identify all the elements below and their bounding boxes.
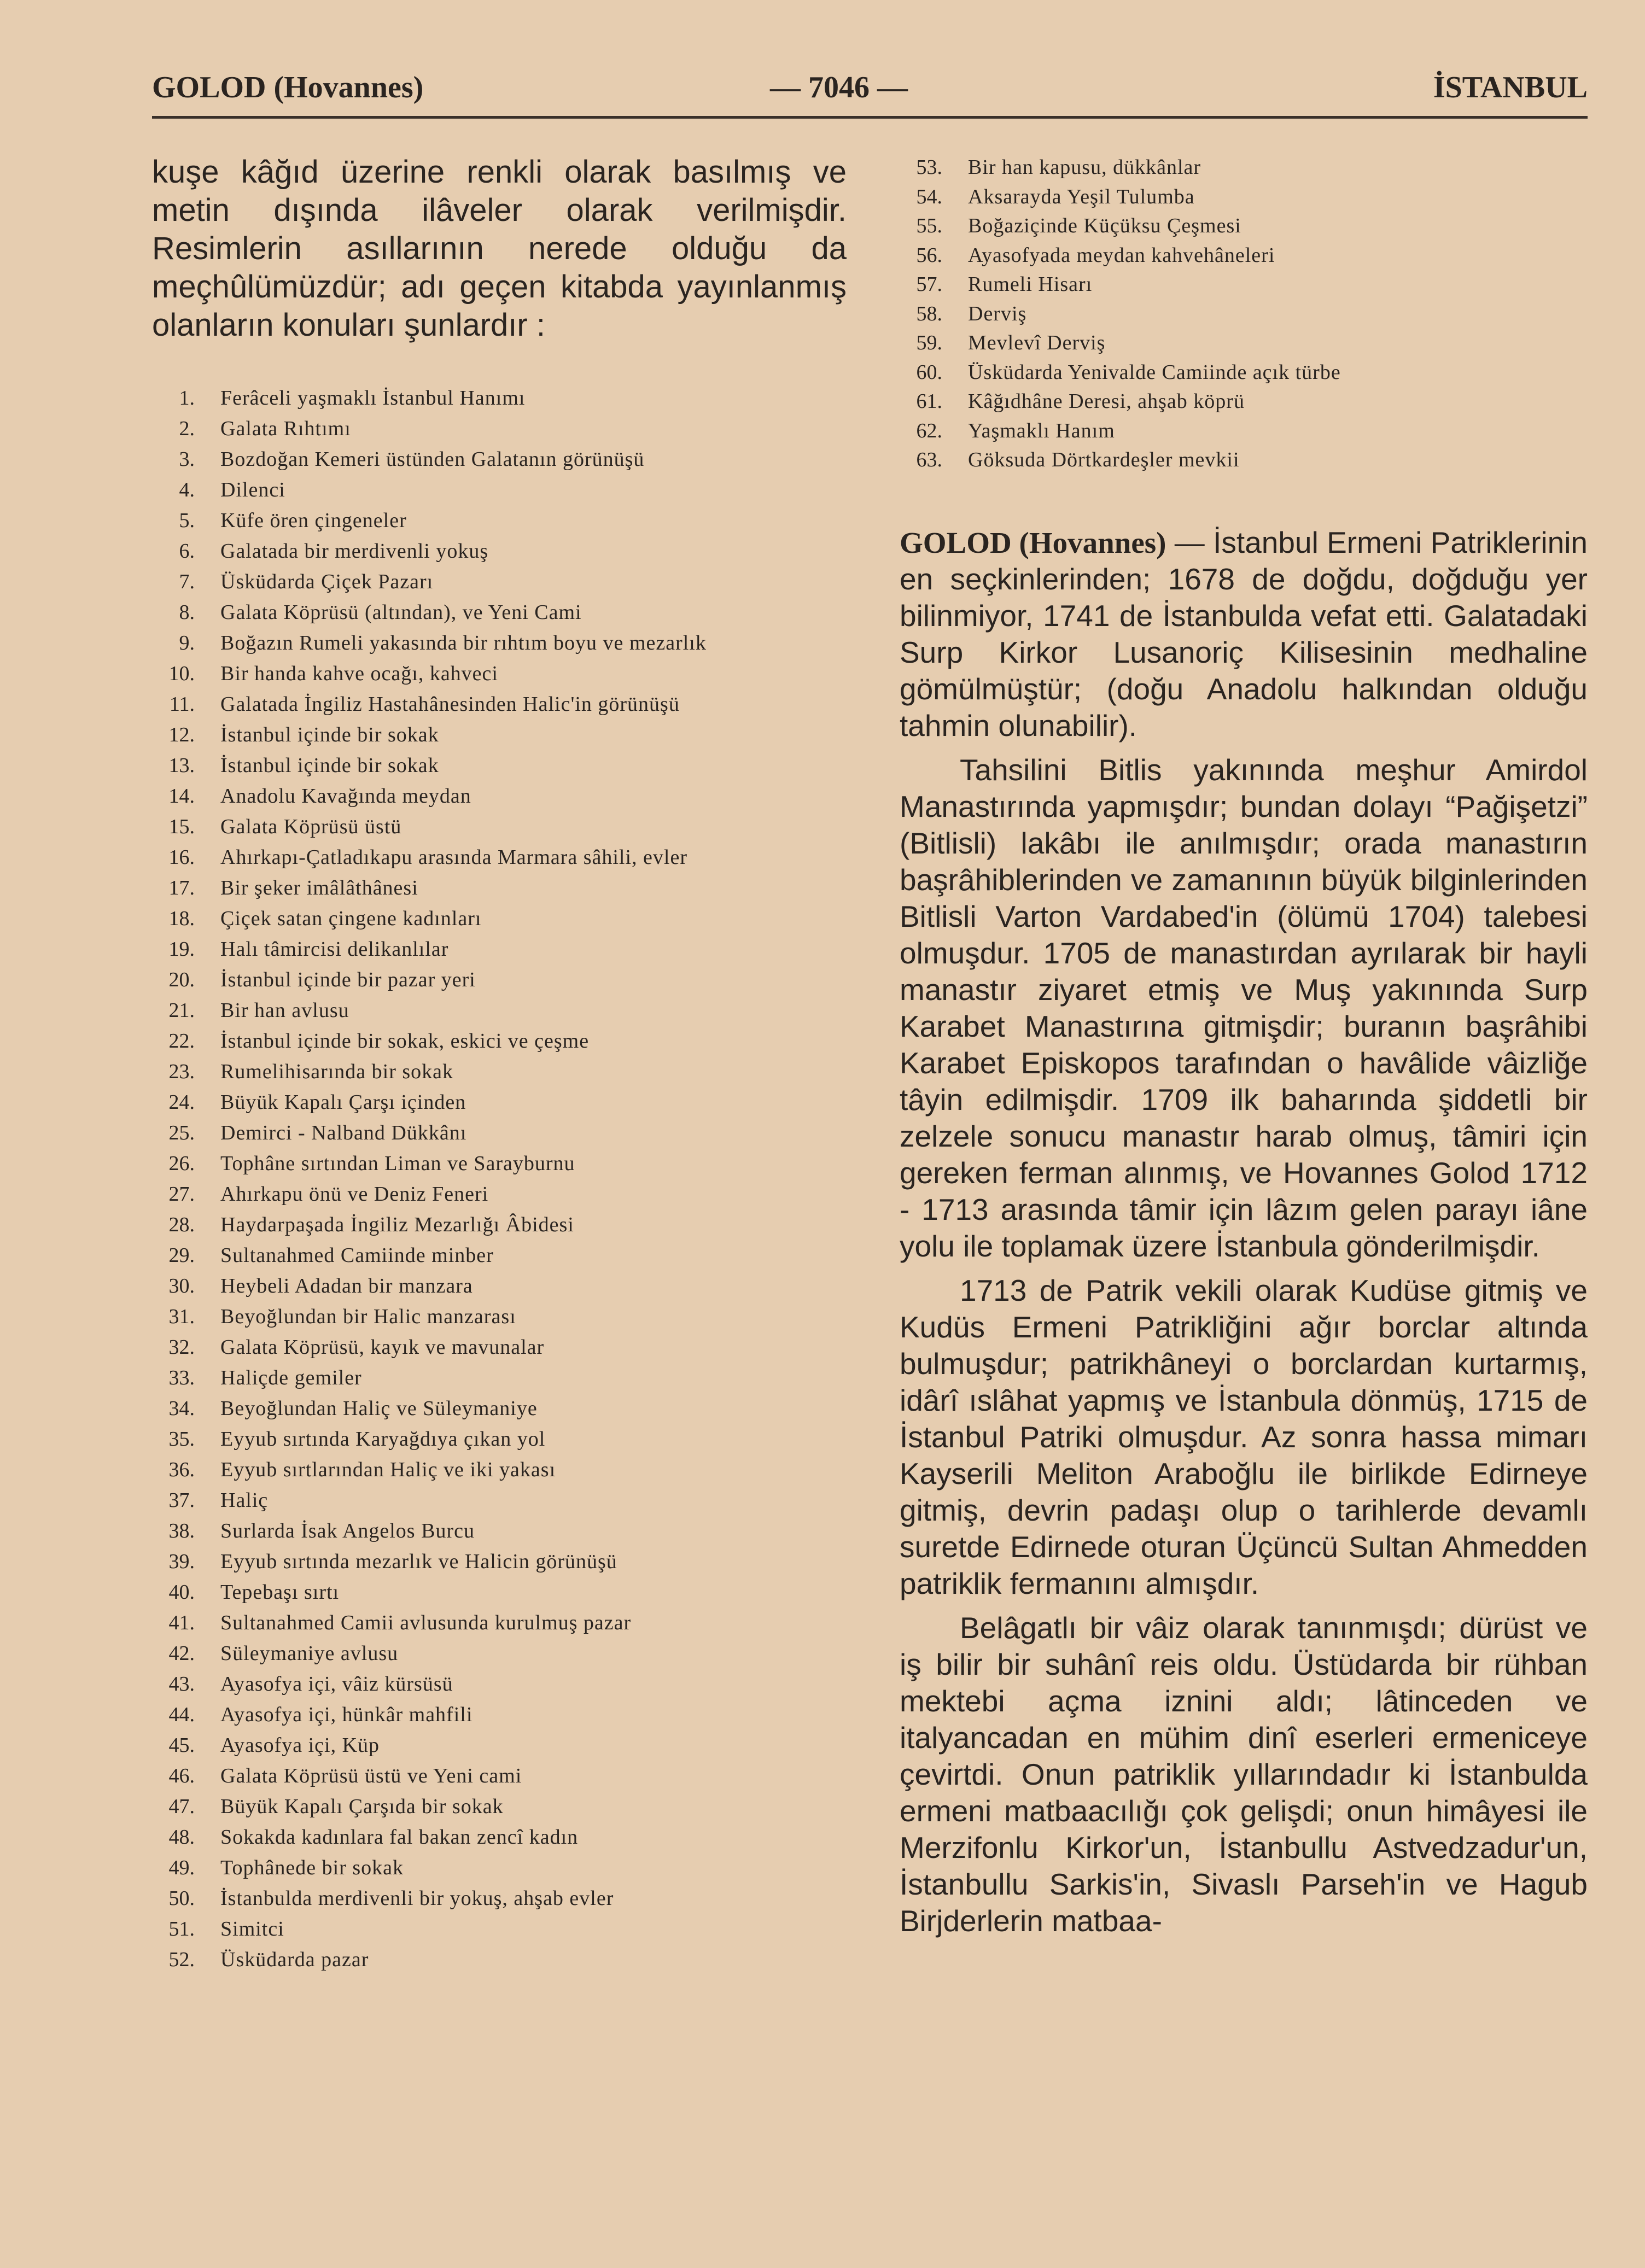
running-header [152, 70, 1588, 114]
list-item-text: Bir han kapusu, dükkânlar [968, 156, 1201, 179]
list-item [152, 1669, 847, 1699]
list-item-text: Süleymaniye avlusu [220, 1642, 399, 1665]
list-item-text: Kâğıdhâne Deresi, ahşab köprü [968, 390, 1245, 413]
list-item [900, 300, 1588, 329]
list-item-number: 38. [168, 1519, 195, 1542]
biography-entry [900, 524, 1588, 1939]
list-item-number: 52. [168, 1948, 195, 1971]
list-item [152, 1118, 847, 1148]
list-item-text: Boğaziçinde Küçüksu Çeşmesi [968, 214, 1241, 237]
list-item-number: 25. [168, 1121, 195, 1144]
list-item [152, 1761, 847, 1791]
list-item [152, 1393, 847, 1424]
list-item-text: Ayasofya içi, vâiz kürsüsü [220, 1673, 453, 1696]
list-item-number: 57. [916, 273, 942, 296]
bio-paragraph-3: 1713 de Patrik vekili olarak Kudüse gitmiş ve Kudüs Ermeni Patrikliğini ağır borclar altında bulmuşdur; patrikhâneyi o borclardan kurtarmış, idârî ıslâhat yapmış ve İstanbula dönmüş, 1715 de İstanbul Patriki olmuşdur. Az sonra hassa mimarı Kayserili Meliton Araboğlu ile birlikde Edirneye gitmiş, devrin padaşı olup o tarihlerde devamlı suretde Edirnede oturan Üçüncü Sultan Ahmedden patriklik fermanını almışdır. [900, 1273, 1588, 1600]
list-item-text: Haliç [220, 1489, 269, 1512]
list-item [152, 536, 847, 566]
list-item [900, 212, 1588, 241]
list-item-number: 35. [168, 1428, 195, 1451]
list-item-text: Derviş [968, 302, 1027, 325]
list-item [152, 1148, 847, 1179]
list-item-text: İstanbulda merdivenli bir yokuş, ahşab evler [220, 1887, 614, 1910]
list-item-number: 54. [916, 185, 942, 208]
list-item-text: Bir han avlusu [220, 999, 349, 1022]
list-item [152, 1271, 847, 1301]
intro-paragraph: kuşe kâğıd üzerine renkli olarak basılmış ve metin dışında ilâveler olarak verilmişdir. Resimlerin asıllarının nerede olduğu da meçhûlümüzdür; adı geçen kitabda yayınlanmış olanların konuları şunlardır : [152, 154, 847, 343]
list-item-text: Rumelihisarında bir sokak [220, 1060, 454, 1083]
list-item [152, 597, 847, 628]
page-number: — 7046 — [770, 71, 908, 104]
list-item-number: 19. [168, 938, 195, 961]
list-item [900, 446, 1588, 475]
list-item-text: Galata Köprüsü, kayık ve mavunalar [220, 1336, 545, 1359]
right-column [900, 153, 1588, 1939]
list-item-text: İstanbul içinde bir pazar yeri [220, 968, 476, 991]
list-item [152, 1730, 847, 1761]
list-item-text: Tophânede bir sokak [220, 1856, 404, 1879]
list-item-text: Boğazın Rumeli yakasında bir rıhtım boyu ve mezarlık [220, 632, 707, 654]
list-item-number: 28. [168, 1213, 195, 1236]
list-item-text: İstanbul içinde bir sokak, eskici ve çeşme [220, 1030, 590, 1053]
list-item [152, 842, 847, 873]
list-item [900, 153, 1588, 183]
list-item-number: 26. [168, 1152, 195, 1175]
list-item [900, 241, 1588, 271]
list-item-text: Galata Köprüsü üstü ve Yeni cami [220, 1764, 522, 1787]
list-item-text: Üsküdarda pazar [220, 1948, 369, 1971]
list-item-number: 45. [168, 1734, 195, 1757]
list-item-text: Halı tâmircisi delikanlılar [220, 938, 449, 961]
list-item [152, 873, 847, 903]
list-item [152, 413, 847, 444]
list-item-text: İstanbul içinde bir sokak [220, 723, 439, 746]
list-item-number: 24. [168, 1091, 195, 1114]
list-item-text: Galatada İngiliz Hastahânesinden Halic'in görünüşü [220, 693, 680, 716]
list-item [152, 383, 847, 413]
list-item-text: Galatada bir merdivenli yokuş [220, 540, 489, 563]
list-item-number: 53. [916, 156, 942, 179]
list-item [152, 995, 847, 1026]
list-item-number: 40. [168, 1581, 195, 1604]
list-item-text: Ahırkapı-Çatladıkapu arasında Marmara sâhili, evler [220, 846, 687, 869]
bio-text-1: — İstanbul Ermeni Patriklerinin en seçkinlerinden; 1678 de doğdu, doğduğu yer bilinmiyor, 1741 de İstanbulda vefat etti. Galatadaki Surp Kirkor Lusanoriç Kilisesinin medhaline gömülmüştür; (doğu Anadolu halkından olduğu tahmin olunabilir). [900, 525, 1588, 743]
list-item [152, 903, 847, 934]
list-item-number: 37. [168, 1489, 195, 1512]
list-item-number: 5. [179, 509, 195, 532]
list-item-number: 27. [168, 1183, 195, 1206]
list-item-number: 12. [168, 723, 195, 746]
list-item-text: Tepebaşı sırtı [220, 1581, 340, 1604]
list-item [152, 1454, 847, 1485]
list-item [152, 1577, 847, 1608]
list-item-number: 56. [916, 243, 942, 267]
list-item-number: 63. [916, 448, 942, 471]
list-item-text: Ahırkapu önü ve Deniz Feneri [220, 1183, 489, 1206]
list-item-number: 7. [179, 570, 195, 593]
list-item-number: 48. [168, 1826, 195, 1849]
list-item-number: 50. [168, 1887, 195, 1910]
list-item [152, 781, 847, 811]
list-item [152, 965, 847, 995]
list-item [900, 417, 1588, 446]
header-left: GOLOD (Hovannes) [152, 71, 424, 104]
list-item [152, 1883, 847, 1914]
list-item-number: 62. [916, 419, 942, 442]
list-item [152, 444, 847, 475]
list-item-text: Eyyub sırtlarından Haliç ve iki yakası [220, 1458, 556, 1481]
list-item-text: Sokakda kadınlara fal bakan zencî kadın [220, 1826, 579, 1849]
list-item-text: Mevlevî Derviş [968, 331, 1106, 354]
list-item-number: 39. [168, 1550, 195, 1573]
list-item-text: Haydarpaşada İngiliz Mezarlığı Âbidesi [220, 1213, 574, 1236]
list-item [152, 1056, 847, 1087]
list-item-text: Üsküdarda Çiçek Pazarı [220, 570, 434, 593]
list-item-number: 55. [916, 214, 942, 237]
list-item-text: Üsküdarda Yenivalde Camiinde açık türbe [968, 360, 1341, 384]
list-item [152, 1424, 847, 1454]
list-item [900, 270, 1588, 300]
list-item-number: 32. [168, 1336, 195, 1359]
list-item [900, 329, 1588, 358]
list-item-number: 16. [168, 846, 195, 869]
list-item-number: 11. [169, 693, 195, 716]
list-item-number: 51. [168, 1918, 195, 1940]
bio-paragraph-1 [900, 524, 1588, 744]
list-item [900, 387, 1588, 417]
list-item [152, 1363, 847, 1393]
list-item-text: Beyoğlundan bir Halic manzarası [220, 1305, 516, 1328]
list-item-number: 42. [168, 1642, 195, 1665]
list-item-number: 13. [168, 754, 195, 777]
list-item [152, 1914, 847, 1944]
list-item-text: Ayasofyada meydan kahvehâneleri [968, 243, 1275, 267]
list-item [152, 1240, 847, 1271]
list-item-text: Bir şeker imâlâthânesi [220, 876, 418, 899]
list-item [152, 1822, 847, 1852]
entry-headword: GOLOD (Hovannes) [900, 525, 1166, 559]
list-item-text: Simitci [220, 1918, 284, 1940]
list-item [900, 358, 1588, 388]
list-item-number: 41. [168, 1611, 195, 1634]
list-item-text: Sultanahmed Camiinde minber [220, 1244, 494, 1267]
list-item [152, 566, 847, 597]
list-item [152, 628, 847, 658]
list-item-number: 9. [179, 632, 195, 654]
list-item-number: 4. [179, 478, 195, 501]
list-item-number: 18. [168, 907, 195, 930]
list-item-number: 2. [179, 417, 195, 440]
list-item-number: 29. [168, 1244, 195, 1267]
list-item-text: Dilenci [220, 478, 285, 501]
list-item [152, 1791, 847, 1822]
plate-list-right [900, 153, 1588, 475]
list-item-number: 17. [168, 876, 195, 899]
list-item [152, 1209, 847, 1240]
list-item-text: Göksuda Dörtkardeşler mevkii [968, 448, 1240, 471]
list-item-text: Büyük Kapalı Çarşı içinden [220, 1091, 466, 1114]
list-item [152, 1852, 847, 1883]
list-item-text: Ayasofya içi, hünkâr mahfili [220, 1703, 473, 1726]
list-item-number: 6. [179, 540, 195, 563]
list-item-text: Demirci - Nalband Dükkânı [220, 1121, 467, 1144]
list-item-text: Sultanahmed Camii avlusunda kurulmuş pazar [220, 1611, 632, 1634]
list-item [152, 505, 847, 536]
list-item-number: 59. [916, 331, 942, 354]
list-item-text: Büyük Kapalı Çarşıda bir sokak [220, 1795, 504, 1818]
list-item-text: Galata Köprüsü (altından), ve Yeni Cami [220, 601, 582, 624]
list-item-number: 49. [168, 1856, 195, 1879]
list-item [152, 1546, 847, 1577]
list-item-text: Bir handa kahve ocağı, kahveci [220, 662, 498, 685]
list-item-number: 15. [168, 815, 195, 838]
header-right: İSTANBUL [1433, 71, 1588, 104]
list-item-number: 10. [168, 662, 195, 685]
list-item-text: Eyyub sırtında mezarlık ve Halicin görünüşü [220, 1550, 617, 1573]
list-item [152, 750, 847, 781]
list-item-number: 3. [179, 448, 195, 471]
list-item-text: Haliçde gemiler [220, 1366, 362, 1389]
list-item-text: Tophâne sırtından Liman ve Sarayburnu [220, 1152, 575, 1175]
list-item-number: 46. [168, 1764, 195, 1787]
list-item-text: Heybeli Adadan bir manzara [220, 1275, 473, 1297]
list-item-number: 58. [916, 302, 942, 325]
list-item-text: Bozdoğan Kemeri üstünden Galatanın görünüşü [220, 448, 645, 471]
list-item-text: Eyyub sırtında Karyağdıya çıkan yol [220, 1428, 546, 1451]
list-item [152, 1332, 847, 1363]
list-item-text: Yaşmaklı Hanım [968, 419, 1115, 442]
list-item [152, 720, 847, 750]
plate-list-left [152, 383, 847, 1975]
list-item [152, 1516, 847, 1546]
list-item [152, 1179, 847, 1209]
list-item-text: Ayasofya içi, Küp [220, 1734, 380, 1757]
list-item-text: Galata Rıhtımı [220, 417, 351, 440]
list-item [152, 1699, 847, 1730]
list-item [152, 1608, 847, 1638]
list-item-number: 60. [916, 360, 942, 384]
list-item-text: Anadolu Kavağında meydan [220, 785, 471, 808]
list-item-number: 8. [179, 601, 195, 624]
list-item [152, 1944, 847, 1975]
list-item-text: Aksarayda Yeşil Tulumba [968, 185, 1195, 208]
list-item-text: Çiçek satan çingene kadınları [220, 907, 482, 930]
bio-paragraph-4: Belâgatlı bir vâiz olarak tanınmışdı; dürüst ve iş bilir bir suhânî reis oldu. Üstüdarda bir rühban mektebi açma iznini aldı; lâtinceden ve italyancadan en mühim dinî eserleri ermeniceye çevirtdi. Onun patriklik yıllarındadır ki İstanbulda ermeni matbaacılığı çok gelişdi; onun himâyesi ile Merzifonlu Kirkor'un, İstanbullu Astvedzadur'un, İstanbullu Sarkis'in, Sivaslı Parseh'in ve Hagub Birjderlerin matbaa- [900, 1610, 1588, 1938]
list-item-number: 21. [168, 999, 195, 1022]
list-item [152, 934, 847, 965]
list-item-number: 44. [168, 1703, 195, 1726]
left-column [152, 153, 847, 1975]
list-item-text: Küfe ören çingeneler [220, 509, 407, 532]
list-item-number: 34. [168, 1397, 195, 1420]
list-item-text: Galata Köprüsü üstü [220, 815, 402, 838]
list-item-number: 33. [168, 1366, 195, 1389]
list-item [152, 689, 847, 720]
list-item-text: Ferâceli yaşmaklı İstanbul Hanımı [220, 387, 526, 410]
list-item-number: 61. [916, 390, 942, 413]
list-item-text: Surlarda İsak Angelos Burcu [220, 1519, 475, 1542]
list-item-text: Rumeli Hisarı [968, 273, 1093, 296]
list-item [152, 1087, 847, 1118]
list-item-number: 22. [168, 1030, 195, 1053]
list-item-number: 14. [168, 785, 195, 808]
list-item [900, 183, 1588, 212]
list-item-number: 31. [168, 1305, 195, 1328]
list-item-text: Beyoğlundan Haliç ve Süleymaniye [220, 1397, 538, 1420]
list-item [152, 1485, 847, 1516]
list-item [152, 1638, 847, 1669]
list-item-number: 1. [179, 387, 195, 410]
bio-paragraph-2: Tahsilini Bitlis yakınında meşhur Amirdol Manastırında yapmışdır; bundan dolayı “Pağişetzi” (Bitlisli) lakâbı ile anılmışdır; orada manastırın başrâhiblerinden ve zamanının büyük bilginlerinden Bitlisli Varton Vardabed'in (ölümü 1704) talebesi olmuşdur. 1705 de manastırdan ayrılarak bir hayli manastır ziyaret etmiş ve Muş yakınında Surp Karabet Manastırına gitmişdir; buranın başrâhibi Karabet Episkopos tarafından o havâlide vâizliğe tâyin edilmişdir. 1709 ilk baharında şiddetli bir zelzele sonucu manastır harab olmuş, tâmiri için gereken ferman alınmış, ve Hovannes Golod 1712 - 1713 arasında tâmir için lâzım gelen parayı iâne yolu ile toplamak üzere İstanbula gönderilmişdir. [900, 752, 1588, 1263]
list-item-number: 36. [168, 1458, 195, 1481]
list-item-number: 47. [168, 1795, 195, 1818]
list-item-number: 30. [168, 1275, 195, 1297]
list-item-number: 23. [168, 1060, 195, 1083]
list-item [152, 1026, 847, 1056]
list-item-number: 20. [168, 968, 195, 991]
list-item [152, 1301, 847, 1332]
list-item [152, 811, 847, 842]
list-item-text: İstanbul içinde bir sokak [220, 754, 439, 777]
header-rule [152, 116, 1588, 119]
list-item-number: 43. [168, 1673, 195, 1696]
list-item [152, 658, 847, 689]
list-item [152, 475, 847, 505]
